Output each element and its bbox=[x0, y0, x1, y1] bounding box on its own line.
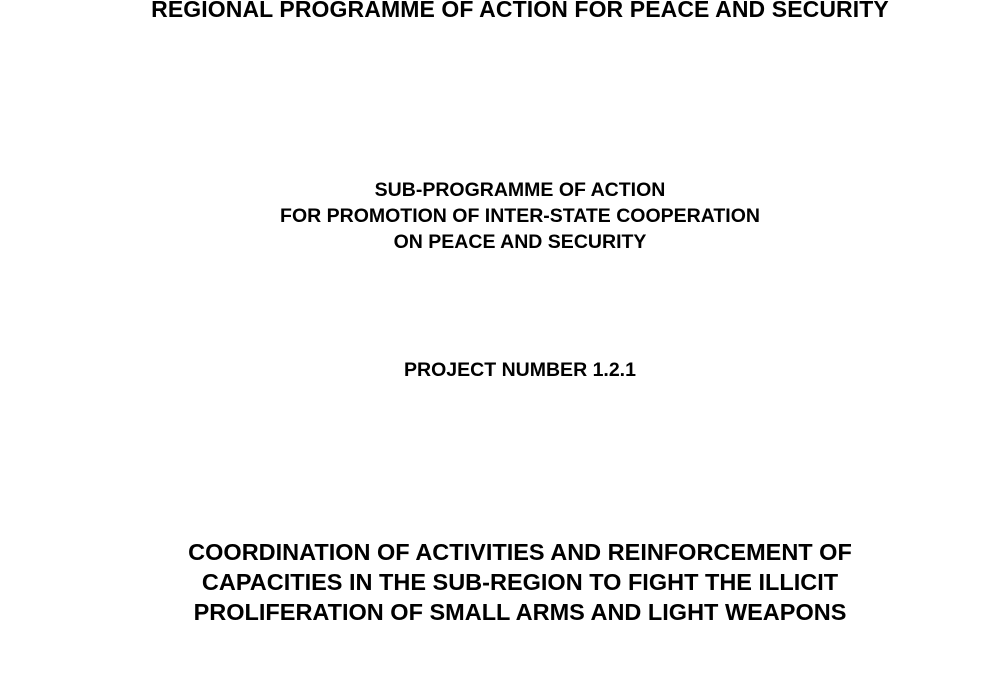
project-title-line-3: PROLIFERATION OF SMALL ARMS AND LIGHT WEAPONS bbox=[193, 599, 847, 625]
project-title bbox=[20, 537, 1000, 627]
project-title-line-1: COORDINATION OF ACTIVITIES AND REINFORCEMENT OF bbox=[188, 539, 852, 565]
main-title: REGIONAL PROGRAMME OF ACTION FOR PEACE AND SECURITY bbox=[151, 0, 889, 22]
project-number: PROJECT NUMBER 1.2.1 bbox=[404, 359, 636, 381]
sub-programme-line-3: ON PEACE AND SECURITY bbox=[393, 231, 647, 253]
project-title-line-2: CAPACITIES IN THE SUB-REGION TO FIGHT THE ILLICIT bbox=[201, 569, 839, 595]
sub-programme-line-2: FOR PROMOTION OF INTER-STATE COOPERATION bbox=[280, 205, 760, 227]
sub-programme-heading bbox=[20, 177, 1000, 255]
sub-programme-line-1: SUB-PROGRAMME OF ACTION bbox=[374, 179, 666, 201]
